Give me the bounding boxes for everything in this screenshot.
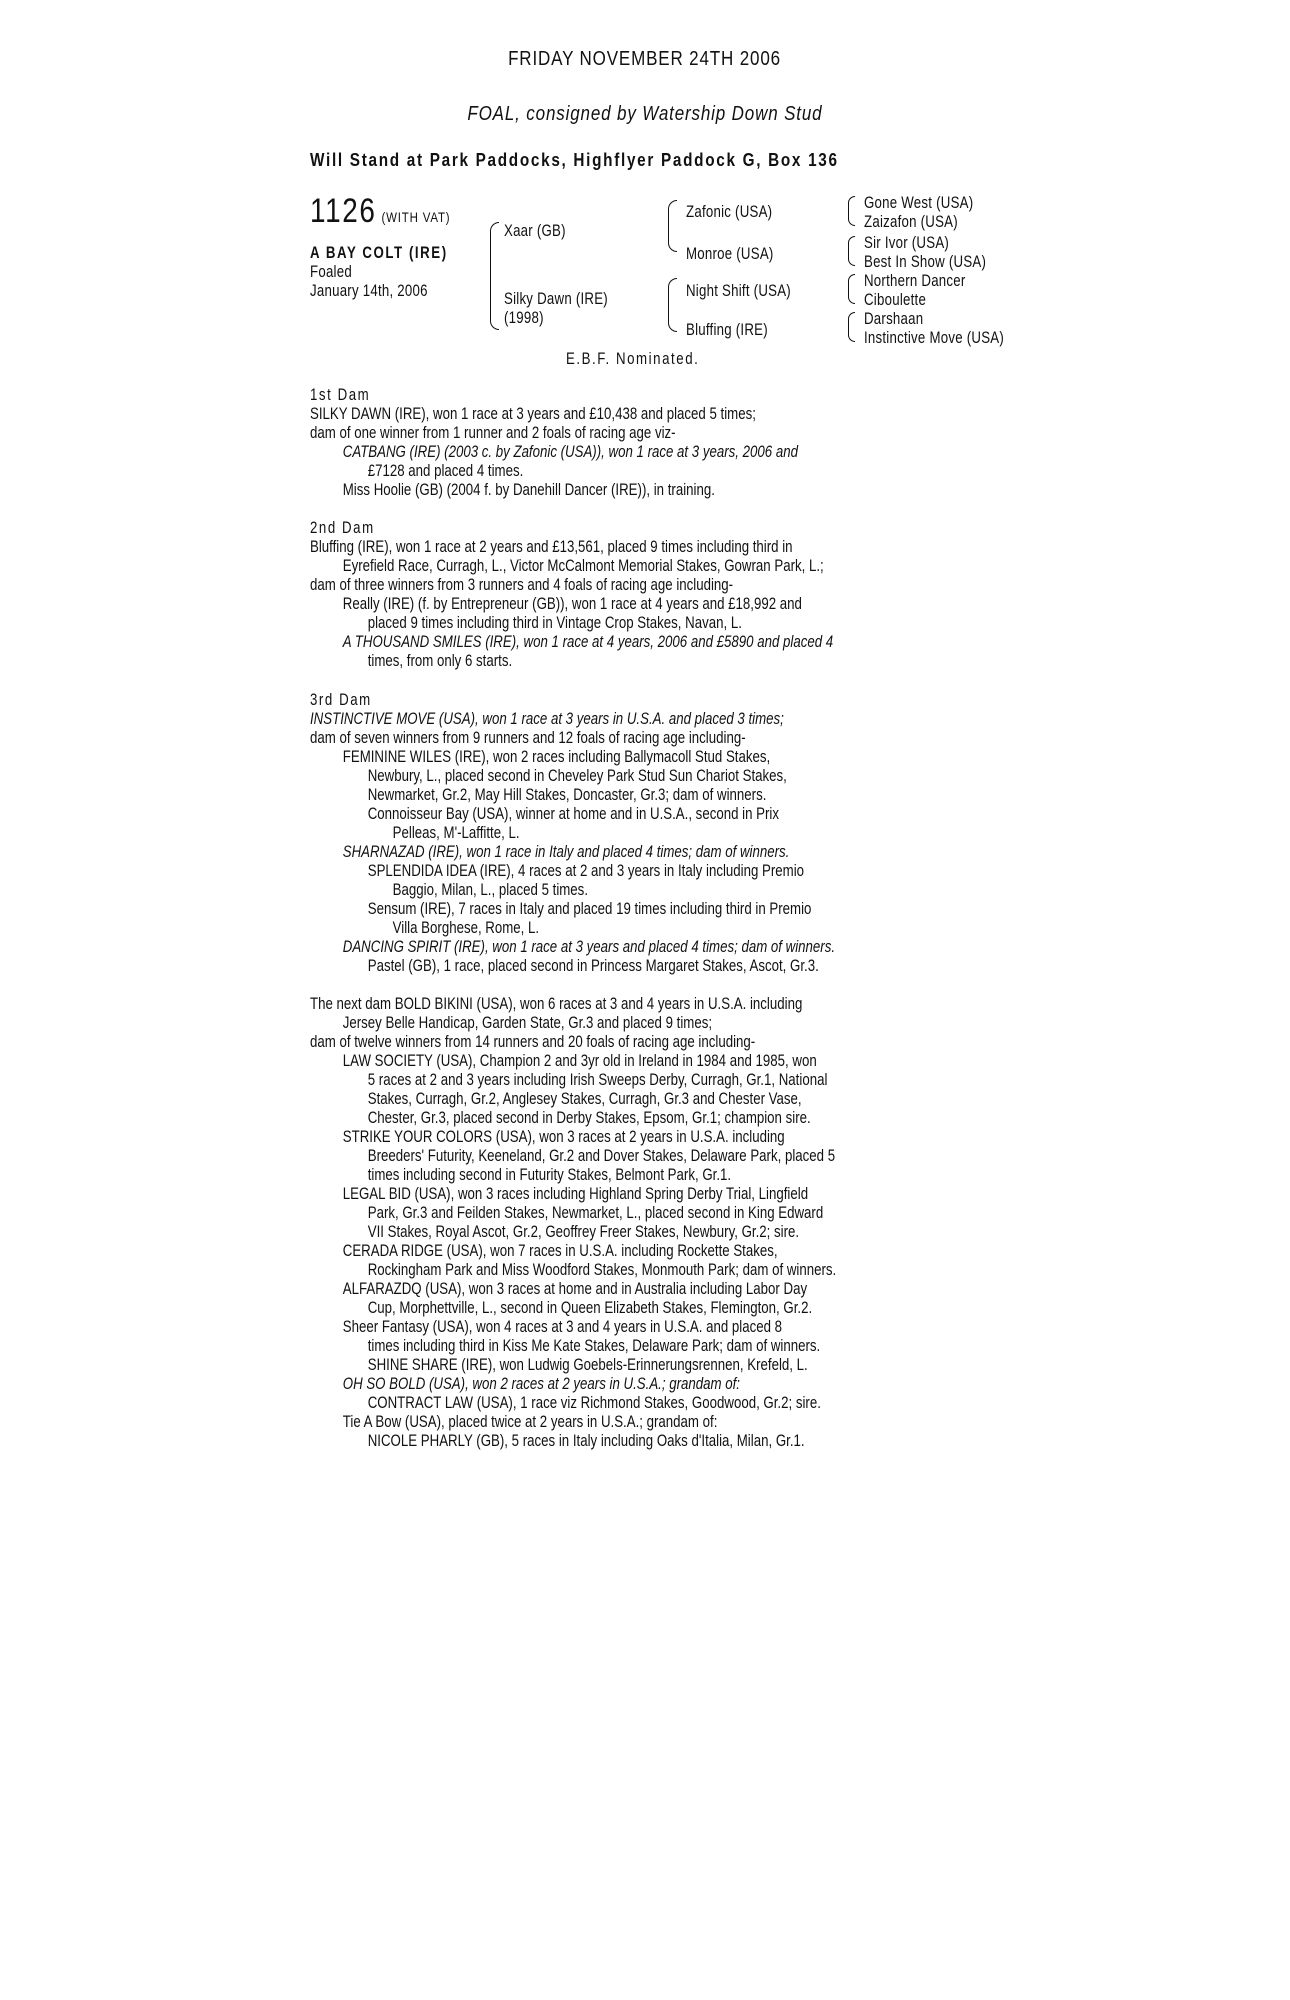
pedigree-brace-sire	[668, 200, 677, 252]
pedigree-dam-year: (1998)	[504, 308, 544, 327]
produce-line: Rockingham Park and Miss Woodford Stakes, Monmouth Park; dam of winners.	[367, 1260, 837, 1279]
pedigree-ggp-5: Northern Dancer	[864, 271, 966, 290]
produce-line: Sheer Fantasy (USA), won 4 races at 3 and 4 years in U.S.A. and placed 8	[342, 1317, 783, 1336]
lot-description: A BAY COLT (IRE)	[310, 243, 448, 262]
produce-line: £7128 and placed 4 times.	[367, 461, 524, 480]
produce-line: DANCING SPIRIT (IRE), won 1 race at 3 years and placed 4 times; dam of winners.	[342, 937, 836, 956]
dam-line: The next dam BOLD BIKINI (USA), won 6 races at 3 and 4 years in U.S.A. including	[310, 994, 803, 1013]
pedigree-dam: Silky Dawn (IRE)	[504, 289, 608, 308]
produce-line: times including third in Kiss Me Kate Stakes, Delaware Park; dam of winners.	[367, 1336, 821, 1355]
produce-line: LEGAL BID (USA), won 3 races including Highland Spring Derby Trial, Lingfield	[342, 1184, 809, 1203]
dam-line: Eyrefield Race, Curragh, L., Victor McCalmont Memorial Stakes, Gowran Park, L.;	[342, 556, 824, 575]
produce-line: Stakes, Curragh, Gr.2, Anglesey Stakes, Curragh, Gr.3 and Chester Vase,	[367, 1089, 802, 1108]
produce-line: Baggio, Milan, L., placed 5 times.	[392, 880, 589, 899]
produce-line: times including second in Futurity Stakes, Belmont Park, Gr.1.	[367, 1165, 732, 1184]
dam-line: Bluffing (IRE), won 1 race at 2 years and £13,561, placed 9 times including third in	[310, 537, 793, 556]
section-heading: 3rd Dam	[310, 690, 372, 709]
pedigree-ggp-6: Ciboulette	[864, 290, 927, 309]
pedigree-ggp-2: Zaizafon (USA)	[864, 212, 958, 231]
dam-line: dam of three winners from 3 runners and 4 foals of racing age including-	[310, 575, 734, 594]
produce-line: ALFARAZDQ (USA), won 3 races at home and in Australia including Labor Day	[342, 1279, 808, 1298]
pedigree-brace-gg4	[848, 312, 855, 342]
produce-line: Tie A Bow (USA), placed twice at 2 years in U.S.A.; grandam of:	[342, 1412, 718, 1431]
lot-number: 1126	[310, 192, 377, 230]
pedigree-brace-gg1	[848, 196, 855, 226]
dam-line: dam of one winner from 1 runner and 2 foals of racing age viz-	[310, 423, 676, 442]
produce-line: Park, Gr.3 and Feilden Stakes, Newmarket, L., placed second in King Edward	[367, 1203, 824, 1222]
produce-line: Villa Borghese, Rome, L.	[392, 918, 540, 937]
produce-line: times, from only 6 starts.	[367, 651, 513, 670]
dam-line: dam of twelve winners from 14 runners and 20 foals of racing age including-	[310, 1032, 756, 1051]
second-dam-section	[310, 518, 1210, 670]
produce-line: placed 9 times including third in Vintage Crop Stakes, Navan, L.	[367, 613, 742, 632]
foaled-label: Foaled	[310, 262, 352, 281]
ebf-nomination: E.B.F. Nominated.	[566, 349, 700, 368]
produce-line: STRIKE YOUR COLORS (USA), won 3 races at 2 years in U.S.A. including	[342, 1127, 785, 1146]
produce-line: Pelleas, M'-Laffitte, L.	[392, 823, 520, 842]
produce-line: Miss Hoolie (GB) (2004 f. by Danehill Dancer (IRE)), in training.	[342, 480, 715, 499]
dam-line: INSTINCTIVE MOVE (USA), won 1 race at 3 years in U.S.A. and placed 3 times;	[310, 709, 784, 728]
produce-line: Newmarket, Gr.2, May Hill Stakes, Doncaster, Gr.3; dam of winners.	[367, 785, 767, 804]
produce-line: CERADA RIDGE (USA), won 7 races in U.S.A. including Rockette Stakes,	[342, 1241, 778, 1260]
lot-number-line	[310, 192, 450, 231]
produce-line: Cup, Morphettville, L., second in Queen Elizabeth Stakes, Flemington, Gr.2.	[367, 1298, 813, 1317]
pedigree-ggp-3: Sir Ivor (USA)	[864, 233, 950, 252]
produce-line: OH SO BOLD (USA), won 2 races at 2 years in U.S.A.; grandam of:	[342, 1374, 740, 1393]
produce-line: Really (IRE) (f. by Entrepreneur (GB)), won 1 race at 4 years and £18,992 and	[342, 594, 802, 613]
produce-line: Newbury, L., placed second in Cheveley Park Stud Sun Chariot Stakes,	[367, 766, 787, 785]
section-heading: 2nd Dam	[310, 518, 375, 537]
vat-note: (WITH VAT)	[381, 209, 451, 225]
first-dam-section	[310, 385, 1210, 499]
pedigree-dam-sire: Night Shift (USA)	[686, 281, 791, 300]
produce-line: Chester, Gr.3, placed second in Derby Stakes, Epsom, Gr.1; champion sire.	[367, 1108, 811, 1127]
third-dam-section	[310, 690, 1210, 975]
pedigree-brace-parents	[490, 222, 499, 330]
produce-line: FEMININE WILES (IRE), won 2 races including Ballymacoll Stud Stakes,	[342, 747, 771, 766]
dam-line: SILKY DAWN (IRE), won 1 race at 3 years and £10,438 and placed 5 times;	[310, 404, 756, 423]
pedigree-ggp-7: Darshaan	[864, 309, 924, 328]
stand-location: Will Stand at Park Paddocks, Highflyer Paddock G, Box 136	[310, 150, 839, 170]
produce-line: SHINE SHARE (IRE), won Ludwig Goebels-Erinnerungsrennen, Krefeld, L.	[367, 1355, 808, 1374]
produce-line: Breeders' Futurity, Keeneland, Gr.2 and Dover Stakes, Delaware Park, placed 5	[367, 1146, 836, 1165]
section-heading: 1st Dam	[310, 385, 371, 404]
foaled-date: January 14th, 2006	[310, 281, 428, 300]
pedigree-sire-dam: Monroe (USA)	[686, 244, 774, 263]
produce-line: LAW SOCIETY (USA), Champion 2 and 3yr old in Ireland in 1984 and 1985, won	[342, 1051, 817, 1070]
pedigree-ggp-1: Gone West (USA)	[864, 193, 974, 212]
produce-line: SHARNAZAD (IRE), won 1 race in Italy and placed 4 times; dam of winners.	[342, 842, 790, 861]
pedigree-dam-dam: Bluffing (IRE)	[686, 320, 768, 339]
produce-line: NICOLE PHARLY (GB), 5 races in Italy including Oaks d'Italia, Milan, Gr.1.	[367, 1431, 805, 1450]
dam-line: Jersey Belle Handicap, Garden State, Gr.3 and placed 9 times;	[342, 1013, 713, 1032]
pedigree-brace-gg3	[848, 274, 855, 304]
produce-line: A THOUSAND SMILES (IRE), won 1 race at 4 years, 2006 and £5890 and placed 4	[342, 632, 834, 651]
sale-date: FRIDAY NOVEMBER 24TH 2006	[508, 48, 782, 70]
consignment-line: FOAL, consigned by Watership Down Stud	[467, 103, 823, 125]
pedigree-sire-sire: Zafonic (USA)	[686, 202, 773, 221]
produce-line: CATBANG (IRE) (2003 c. by Zafonic (USA)), won 1 race at 3 years, 2006 and	[342, 442, 798, 461]
next-dam-section	[310, 994, 1210, 1450]
pedigree-brace-dam	[668, 278, 677, 332]
produce-line: SPLENDIDA IDEA (IRE), 4 races at 2 and 3 years in Italy including Premio	[367, 861, 805, 880]
produce-line: Sensum (IRE), 7 races in Italy and placed 19 times including third in Premio	[367, 899, 812, 918]
pedigree-sire: Xaar (GB)	[504, 221, 566, 240]
dam-line: dam of seven winners from 9 runners and 12 foals of racing age including-	[310, 728, 746, 747]
pedigree-brace-gg2	[848, 236, 855, 266]
pedigree-ggp-4: Best In Show (USA)	[864, 252, 987, 271]
produce-line: Pastel (GB), 1 race, placed second in Princess Margaret Stakes, Ascot, Gr.3.	[367, 956, 819, 975]
produce-line: 5 races at 2 and 3 years including Irish Sweeps Derby, Curragh, Gr.1, National	[367, 1070, 828, 1089]
produce-line: CONTRACT LAW (USA), 1 race viz Richmond Stakes, Goodwood, Gr.2; sire.	[367, 1393, 821, 1412]
produce-line: VII Stakes, Royal Ascot, Gr.2, Geoffrey Freer Stakes, Newbury, Gr.2; sire.	[367, 1222, 800, 1241]
pedigree-ggp-8: Instinctive Move (USA)	[864, 328, 1004, 347]
produce-line: Connoisseur Bay (USA), winner at home and in U.S.A., second in Prix	[367, 804, 779, 823]
